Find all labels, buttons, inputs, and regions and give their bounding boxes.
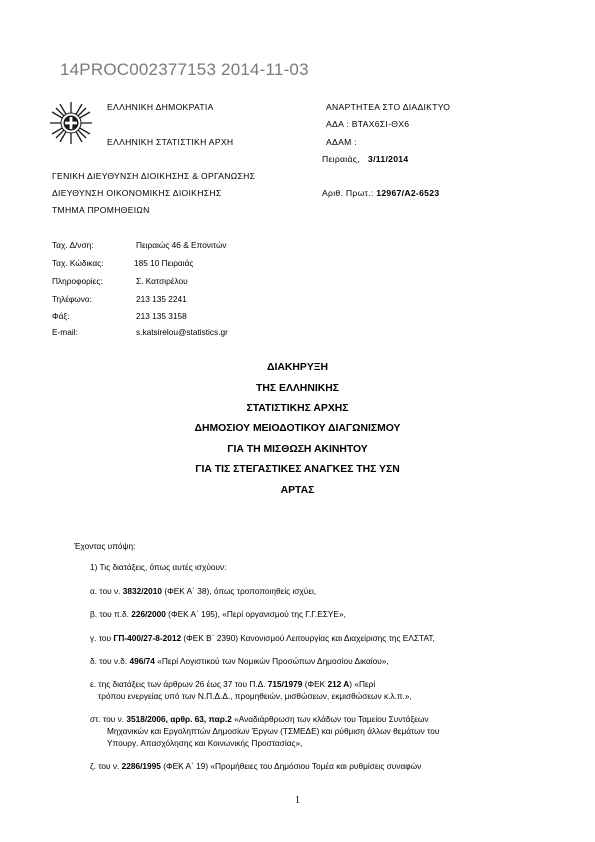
contact-label: Φάξ:: [52, 311, 70, 321]
document-stamp: 14PROC002377153 2014-11-03: [60, 60, 309, 79]
title-line: ΤΗΣ ΕΛΛΗΝΙΚΗΣ: [256, 383, 339, 394]
provision-text: (ΦΕΚ Β΄ 2390) Κανονισμού Λειτουργίας και Διαχείρισης της ΕΛΣΤΑΤ,: [181, 633, 435, 643]
provision-text: ) «Περί: [349, 679, 376, 689]
contact-value: Πειραιώς 46 & Επονιτών: [136, 240, 227, 250]
provision-st: [90, 714, 429, 724]
provision-text: «Αναδιάρθρωση των κλάδων του Ταμείου Συντάξεων: [231, 714, 429, 724]
law-reference: 496/74: [129, 656, 155, 666]
provision-text: ε. της διατάξεις των άρθρων 26 έως 37 του Π.Δ.: [90, 679, 268, 689]
item-1: 1) Τις διατάξεις, όπως αυτές ισχύουν:: [90, 562, 227, 572]
provision-text: β. του π.δ.: [90, 609, 132, 619]
provision-text: (ΦΕΚ Α΄ 38), όπως τροποποιηθείς ισχύει,: [162, 586, 317, 596]
provision-text: γ. του: [90, 633, 114, 643]
contact-value: Σ. Κατσιρέλου: [136, 276, 188, 286]
provision-a: [90, 586, 316, 596]
contact-label: Ταχ. Δ/νση:: [52, 240, 94, 250]
title-line: ΑΡΤΑΣ: [280, 485, 315, 496]
header-date: 3/11/2014: [368, 154, 409, 164]
intro-text: Έχοντας υπόψη:: [74, 541, 136, 551]
provision-text: α. του ν.: [90, 586, 123, 596]
law-reference: ΓΠ-400/27-8-2012: [113, 633, 182, 643]
title-line: ΓΙΑ ΤΙΣ ΣΤΕΓΑΣΤΙΚΕΣ ΑΝΑΓΚΕΣ ΤΗΣ ΥΣΝ: [195, 464, 400, 475]
title-line: ΔΙΑΚΗΡΥΞΗ: [267, 362, 328, 373]
law-reference: 3518/2006, αρθρ. 63, παρ.2: [126, 714, 232, 724]
law-reference: 3832/2010: [122, 586, 163, 596]
header-adam: ΑΔΑΜ :: [326, 137, 357, 147]
law-reference: 226/2000: [131, 609, 166, 619]
contact-label: Ταχ. Κώδικας:: [52, 258, 104, 268]
header-authority: ΕΛΛΗΝΙΚΗ ΣΤΑΤΙΣΤΙΚΗ ΑΡΧΗ: [107, 137, 234, 147]
contact-value: 213 135 2241: [136, 294, 187, 304]
provision-text: ζ. του ν.: [90, 761, 122, 771]
law-reference: 212 Α: [327, 679, 350, 689]
header-ada: ΑΔΑ : ΒΤΑΧ6ΣΙ-ΘΧ6: [326, 119, 410, 129]
provision-text: (ΦΕΚ Α΄ 195), «Περί οργανισμού της Γ.Γ.ΕΣΥΕ»,: [165, 609, 346, 619]
law-reference: 2286/1995: [121, 761, 161, 771]
provision-text: «Περί Λογιστικού των Νομικών Προσώπων Δημοσίου Δικαίου»,: [154, 656, 389, 666]
provision-st-continued: Μηχανικών και Εργοληπτών Δημοσίων Έργων (ΤΣΜΕΔΕ) και ρύθμιση άλλων θεμάτων του: [107, 726, 440, 736]
header-directorate: ΔΙΕΥΘΥΝΣΗ ΟΙΚΟΝΟΜΙΚΗΣ ΔΙΟΙΚΗΣΗΣ: [52, 188, 222, 198]
header-publish-note: ΑΝΑΡΤΗΤΕΑ ΣΤΟ ΔΙΑΔΙΚΤΥΟ: [326, 102, 451, 112]
provision-text: (ΦΕΚ Α΄ 19) «Προμήθειες του Δημόσιου Τομέα και ρυθμίσεις συναφών: [160, 761, 422, 771]
title-line: ΣΤΑΤΙΣΤΙΚΗΣ ΑΡΧΗΣ: [246, 403, 349, 414]
provision-z: [90, 761, 421, 771]
header-republic: ΕΛΛΗΝΙΚΗ ΔΗΜΟΚΡΑΤΙΑ: [107, 102, 214, 112]
title-line: ΓΙΑ ΤΗ ΜΙΣΘΩΣΗ ΑΚΙΝΗΤΟΥ: [227, 444, 368, 455]
header-general-directorate: ΓΕΝΙΚΗ ΔΙΕΥΘΥΝΣΗ ΔΙΟΙΚΗΣΗΣ & ΟΡΓΑΝΩΣΗΣ: [52, 171, 256, 181]
provision-c: [90, 633, 435, 643]
title-line: ΔΗΜΟΣΙΟΥ ΜΕΙΟΔΟΤΙΚΟΥ ΔΙΑΓΩΝΙΣΜΟΥ: [194, 423, 401, 434]
contact-label: Τηλέφωνο:: [52, 294, 92, 304]
contact-value: 213 135 3158: [136, 311, 187, 321]
header-department: ΤΜΗΜΑ ΠΡΟΜΗΘΕΙΩΝ: [52, 205, 150, 215]
provision-text: (ΦΕΚ: [302, 679, 328, 689]
provision-text: στ. του ν.: [90, 714, 127, 724]
provision-d: [90, 656, 389, 666]
header-date-line: [322, 154, 408, 164]
contact-label: E-mail:: [52, 327, 78, 337]
provision-st-continued: Υπουργ. Απασχόλησης και Κοινωνικής Προστασίας»,: [107, 738, 303, 748]
provision-text: δ. του ν.δ.: [90, 656, 130, 666]
protocol-number: 12967/Α2-6523: [376, 188, 440, 198]
contact-value: 185 10 Πειραιάς: [134, 258, 194, 268]
header-protocol: [322, 188, 439, 198]
protocol-label: Αριθ. Πρωτ.:: [322, 188, 374, 198]
law-reference: 715/1979: [267, 679, 303, 689]
contact-label: Πληροφορίες:: [52, 276, 103, 286]
greek-emblem-icon: [48, 100, 94, 146]
page-number: 1: [295, 795, 300, 806]
header-place: Πειραιάς,: [322, 154, 360, 164]
contact-email[interactable]: s.katsirelou@statistics.gr: [136, 327, 228, 337]
provision-b: [90, 609, 346, 619]
provision-e-continued: τρόπου ενεργείας υπό των Ν.Π.Δ.Δ., προμηθειών, μισθώσεων, εκμισθώσεων κ.λ.π.»,: [98, 691, 412, 701]
provision-e: [90, 679, 375, 689]
